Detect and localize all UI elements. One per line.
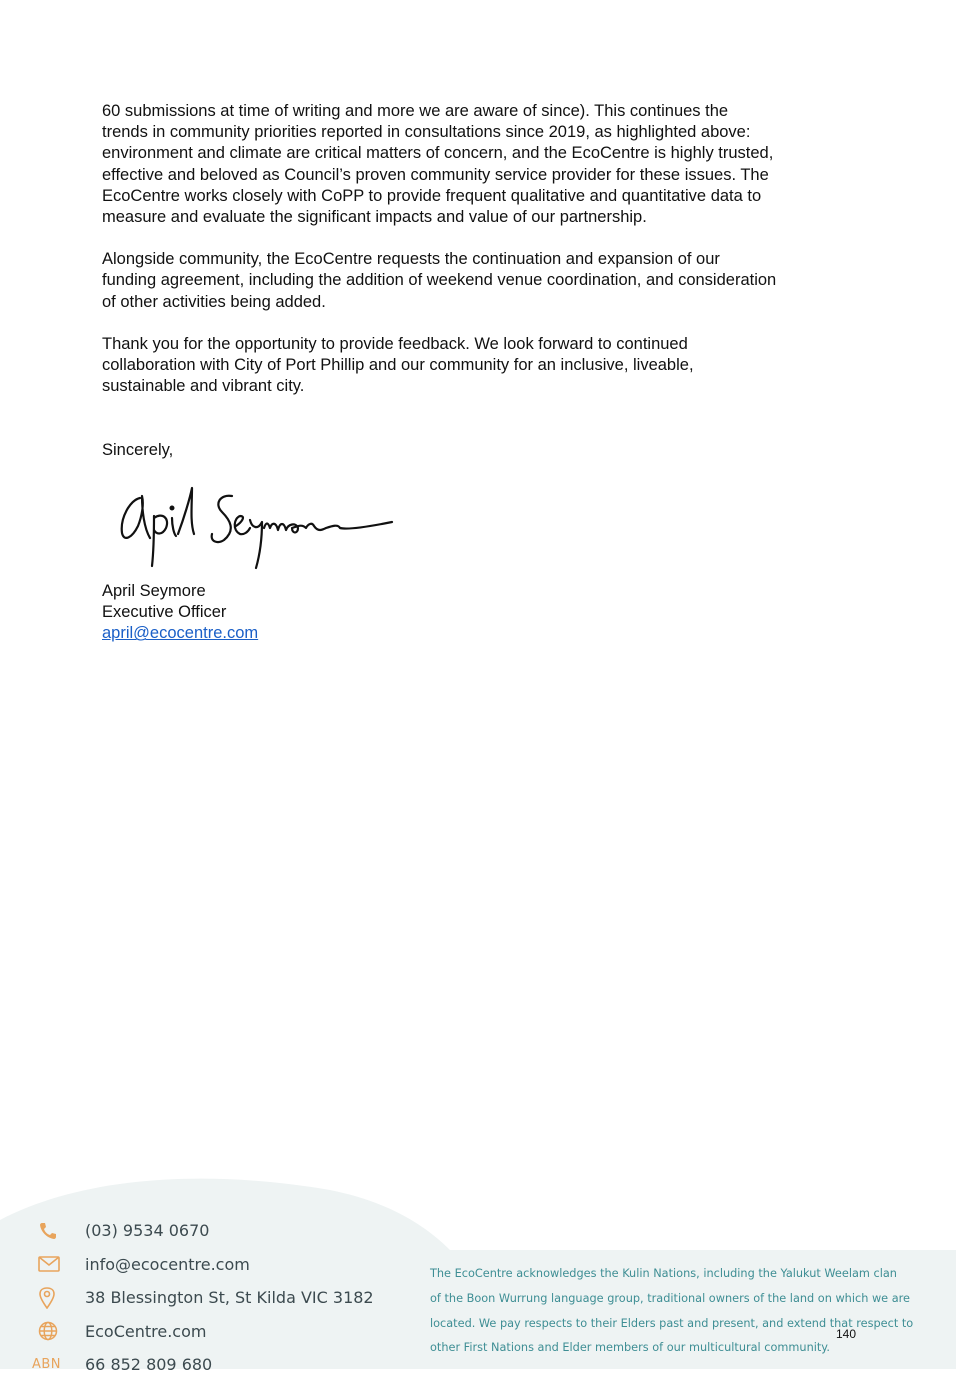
line: Thank you for the opportunity to provide feedback. We look forward to continued bbox=[102, 334, 688, 353]
contact-details bbox=[32, 1214, 374, 1382]
ack-line: located. We pay respects to their Elders past and present, and extend that respect to bbox=[430, 1316, 914, 1330]
paragraph-3 bbox=[102, 334, 872, 398]
contact-address bbox=[32, 1281, 374, 1315]
phone-number: (03) 9534 0670 bbox=[85, 1221, 210, 1241]
paragraph-1 bbox=[102, 101, 872, 228]
letter-body bbox=[102, 101, 872, 418]
mail-icon bbox=[32, 1256, 72, 1272]
line: trends in community priorities reported in consultations since 2019, as highlighted above: bbox=[102, 123, 751, 142]
paragraph-2 bbox=[102, 249, 872, 313]
signer-name: April Seymore bbox=[102, 582, 206, 600]
line: Alongside community, the EcoCentre requests the continuation and expansion of our bbox=[102, 250, 720, 269]
ack-line: The EcoCentre acknowledges the Kulin Nations, including the Yalukut Weelam clan bbox=[430, 1267, 897, 1280]
line: measure and evaluate the significant impacts and value of our partnership. bbox=[102, 208, 647, 227]
contact-website bbox=[32, 1315, 374, 1349]
abn-number: 66 852 809 680 bbox=[85, 1355, 213, 1375]
phone-icon bbox=[32, 1221, 72, 1241]
signer-email-link[interactable]: april@ecocentre.com bbox=[102, 624, 259, 643]
line: funding agreement, including the addition of weekend venue coordination, and consideration bbox=[102, 271, 777, 290]
email-address: info@ecocentre.com bbox=[85, 1254, 250, 1274]
signer-title: Executive Officer bbox=[102, 603, 227, 622]
signer-block bbox=[102, 581, 258, 645]
line: EcoCentre works closely with CoPP to provide frequent qualitative and quantitative data to bbox=[102, 186, 762, 205]
website: EcoCentre.com bbox=[85, 1321, 207, 1341]
location-pin-icon bbox=[32, 1287, 72, 1309]
globe-icon bbox=[32, 1321, 72, 1341]
closing-salutation: Sincerely, bbox=[102, 441, 174, 459]
line: of other activities being added. bbox=[102, 292, 326, 311]
contact-phone bbox=[32, 1214, 374, 1248]
contact-abn bbox=[32, 1348, 374, 1382]
handwritten-signature bbox=[112, 478, 402, 578]
contact-email bbox=[32, 1248, 374, 1282]
abn-label: ABN bbox=[32, 1357, 62, 1373]
street-address: 38 Blessington St, St Kilda VIC 3182 bbox=[85, 1288, 374, 1308]
ack-line: of the Boon Wurrung language group, traditional owners of the land on which we are bbox=[430, 1291, 910, 1305]
line: collaboration with City of Port Phillip and our community for an inclusive, liveable, bbox=[102, 356, 694, 375]
line: sustainable and vibrant city. bbox=[102, 377, 305, 396]
line: 60 submissions at time of writing and more we are aware of since). This continues the bbox=[102, 102, 729, 120]
line: effective and beloved as Council’s proven community service provider for these issues. The bbox=[102, 165, 769, 184]
line: environment and climate are critical matters of concern, and the EcoCentre is highly trusted, bbox=[102, 144, 774, 163]
acknowledgement-of-country bbox=[430, 1262, 950, 1361]
page-number: 140 bbox=[836, 1327, 857, 1341]
ack-line: other First Nations and Elder members of our multicultural community. bbox=[430, 1341, 830, 1355]
